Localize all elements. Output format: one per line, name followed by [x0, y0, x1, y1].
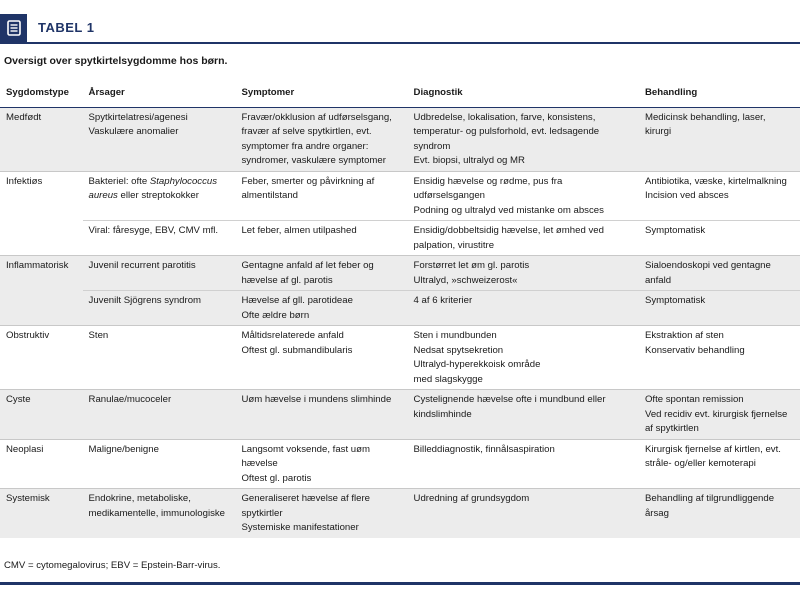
cell-treatment: Antibiotika, væske, kirtelmalkning Incision ved absces — [644, 175, 787, 201]
cell-type — [0, 221, 83, 256]
cell-type: Obstruktiv — [0, 326, 83, 390]
cell-treatment: Sialoendoskopi ved gentagne anfald — [639, 256, 800, 291]
table-row — [0, 221, 800, 256]
table-row — [0, 107, 800, 171]
cell-diagnostics: Udbredelse, lokalisation, farve, konsistens, temperatur- og pulsforhold, evt. ledsagende syndrom Evt. biopsi, ultralyd og MR — [408, 107, 639, 171]
column-header: Behandling — [639, 80, 800, 107]
cell-type — [0, 291, 83, 326]
cell-treatment: Ofte spontan remission Ved recidiv evt. kirurgisk fjernelse af spytkirtlen — [639, 390, 800, 440]
column-header: Sygdomstype — [0, 80, 83, 107]
cell-diagnostics: Forstørret let øm gl. parotis Ultralyd, »schweizerost« — [408, 256, 639, 291]
cell-treatment: Behandling af tilgrundliggende årsag — [639, 489, 800, 538]
cell-diagnostics: Ensidig/dobbeltsidig hævelse, let ømhed ved palpation, virustitre — [408, 221, 639, 256]
cell-cause: Ranulae/mucoceler — [83, 390, 236, 440]
cell-symptoms: Fravær/okklusion af udførselsgang, fravær af selve spytkirtlen, evt. symptomer fra andre organer: syndromer, vaskulære symptomer — [235, 107, 407, 171]
table-header-bar — [0, 0, 800, 44]
cell-diagnostics: Udredning af grundsygdom — [408, 489, 639, 538]
cell-symptoms: Feber, smerter og påvirkning af almentilstand — [241, 175, 375, 201]
cell-cause: Viral: fåresyge, EBV, CMV mfl. — [83, 221, 236, 256]
table-footnote: CMV = cytomegalovirus; EBV = Epstein-Barr-virus. — [4, 560, 221, 571]
cell-symptoms: Hævelse af gll. parotideae Ofte ældre børn — [235, 291, 407, 326]
cell-symptoms: Uøm hævelse i mundens slimhinde — [235, 390, 407, 440]
cell-cause: Endokrine, metaboliske, medikamentelle, immunologiske — [83, 489, 236, 538]
table-row — [0, 439, 800, 489]
cell-treatment: Symptomatisk — [639, 291, 800, 326]
column-header: Diagnostik — [408, 80, 639, 107]
cell-diagnostics: 4 af 6 kriterier — [408, 291, 639, 326]
cell-type: Cyste — [0, 390, 83, 440]
disease-table — [0, 80, 800, 538]
table-row — [0, 489, 800, 538]
table-row — [0, 326, 800, 390]
cell-treatment: Medicinsk behandling, laser, kirurgi — [639, 107, 800, 171]
table-header-row — [0, 80, 800, 107]
cell-symptoms: Måltidsrelaterede anfald Oftest gl. submandibularis — [235, 326, 407, 390]
cell-diagnostics: Ensidig hævelse og rødme, pus fra udførselsgangen Podning og ultralyd ved mistanke om absces — [413, 175, 604, 216]
cell-cause: Spytkirtelatresi/agenesi Vaskulære anomalier — [83, 107, 236, 171]
document-icon — [0, 14, 27, 42]
cell-symptoms: Generaliseret hævelse af flere spytkirtler Systemiske manifestationer — [235, 489, 407, 538]
cell-diagnostics: Sten i mundbunden Nedsat spytsekretion Ultralyd-hyperekkoisk område med slagskygge — [408, 326, 639, 390]
cell-cause: Juvenil recurrent parotitis — [83, 256, 236, 291]
cell-treatment: Kirurgisk fjernelse af kirtlen, evt. stråle- og/eller kemoterapi — [639, 439, 800, 489]
column-header: Årsager — [83, 80, 236, 107]
cell-type: Systemisk — [0, 489, 83, 538]
cell-symptoms: Gentagne anfald af let feber og hævelse af gl. parotis — [235, 256, 407, 291]
cell-diagnostics: Cystelignende hævelse ofte i mundbund eller kindslimhinde — [408, 390, 639, 440]
cell-symptoms: Let feber, almen utilpashed — [235, 221, 407, 256]
column-header: Symptomer — [235, 80, 407, 107]
cell-treatment: Symptomatisk — [639, 221, 800, 256]
cell-diagnostics: Billeddiagnostik, finnålsaspiration — [408, 439, 639, 489]
table-row — [0, 171, 800, 221]
cell-cause: Sten — [83, 326, 236, 390]
bottom-divider — [0, 582, 800, 585]
header-divider — [0, 42, 800, 44]
cell-type: Inflammatorisk — [0, 256, 83, 291]
cell-type: Medfødt — [0, 107, 83, 171]
cell-type: Neoplasi — [0, 439, 83, 489]
table-caption: Oversigt over spytkirtelsygdomme hos børn. — [4, 55, 228, 67]
cell-cause: Bakteriel: ofte Staphylococcus aureus eller streptokokker — [88, 175, 218, 201]
table-row — [0, 291, 800, 326]
cell-treatment: Ekstraktion af sten Konservativ behandling — [639, 326, 800, 390]
table-row — [0, 256, 800, 291]
cell-symptoms: Langsomt voksende, fast uøm hævelse Oftest gl. parotis — [235, 439, 407, 489]
cell-type: Infektiøs — [6, 175, 43, 187]
cell-cause: Juvenilt Sjögrens syndrom — [83, 291, 236, 326]
cell-cause: Maligne/benigne — [83, 439, 236, 489]
table-title: TABEL 1 — [38, 20, 95, 35]
table-row — [0, 390, 800, 440]
